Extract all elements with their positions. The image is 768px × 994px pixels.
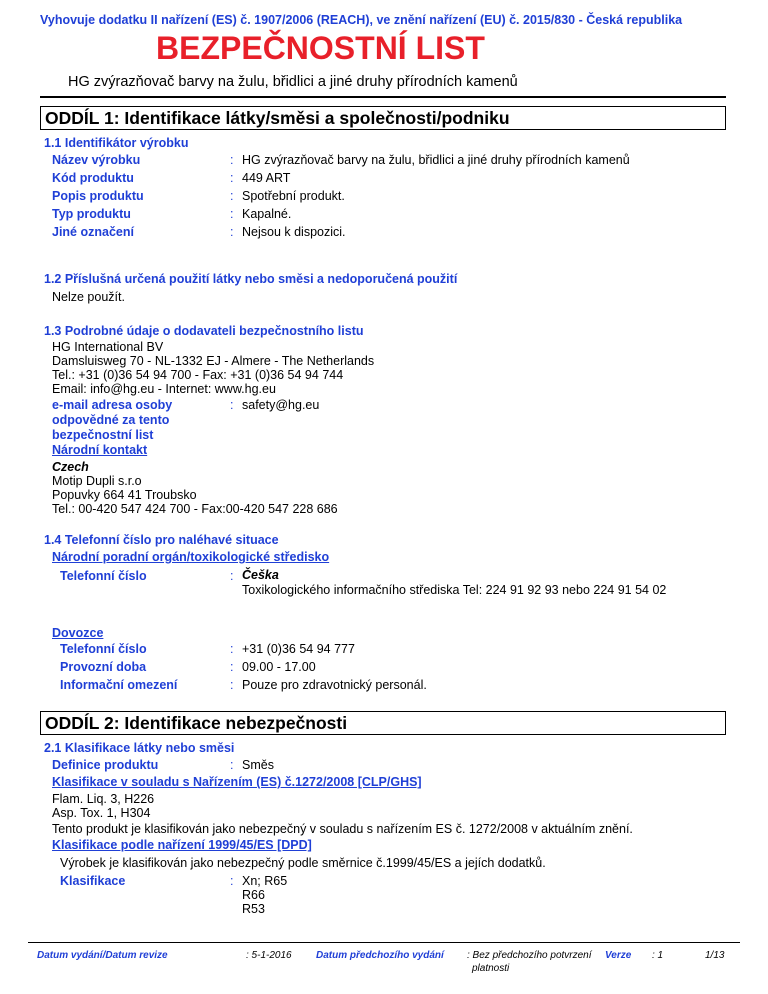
supplier-line: Email: info@hg.eu - Internet: www.hg.eu <box>52 382 276 396</box>
classification-label: Klasifikace <box>60 874 126 888</box>
contact-line: Tel.: 00-420 547 424 700 - Fax:00-420 547 228 686 <box>52 502 338 516</box>
footer-divider <box>28 942 740 943</box>
row-value: +31 (0)36 54 94 777 <box>242 642 355 656</box>
row-label: Název výrobku <box>52 153 141 167</box>
emergency-phone-value: Toxikologického informačního střediska Tel: 224 91 92 93 nebo 224 91 54 02 <box>242 583 667 597</box>
clp-note: Tento produkt je klasifikován jako nebezpečný v souladu s nařízením ES č. 1272/2008 v aktuálním znění. <box>52 822 633 836</box>
colon: : <box>230 569 234 583</box>
national-contact-heading: Národní kontakt <box>52 443 148 457</box>
contact-line: Popuvky 664 41 Troubsko <box>52 488 197 502</box>
colon: : <box>230 225 234 239</box>
label-line: e-mail adresa osoby <box>52 398 173 412</box>
section-1-1-title: 1.1 Identifikátor výrobku <box>44 136 189 150</box>
row-value: Spotřební produkt. <box>242 189 345 203</box>
product-title: HG zvýrazňovač barvy na žulu, břidlici a jiné druhy přírodních kamenů <box>68 74 518 90</box>
email-responsible-label <box>52 398 172 443</box>
section-1-4-title: 1.4 Telefonní číslo pro naléhavé situace <box>44 533 279 547</box>
regulation-line: Vyhovuje dodatku II nařízení (ES) č. 1907/2006 (REACH), ve znění nařízení (EU) č. 2015/830 - Česká republika <box>40 13 683 27</box>
row-value: Nejsou k dispozici. <box>242 225 346 239</box>
row-label: Typ produktu <box>52 207 131 221</box>
supplier-line: HG International BV <box>52 340 164 354</box>
contact-line: Motip Dupli s.r.o <box>52 474 142 488</box>
row-value: 09.00 - 17.00 <box>242 660 316 674</box>
toxicology-center-heading: Národní poradní orgán/toxikologické středisko <box>52 550 330 564</box>
row-label: Provozní doba <box>60 660 147 674</box>
emergency-phone-label: Telefonní číslo <box>60 569 147 583</box>
row-value: Pouze pro zdravotnický personál. <box>242 678 427 692</box>
clp-line: Flam. Liq. 3, H226 <box>52 792 155 806</box>
section-1-2-title: 1.2 Příslušná určená použití látky nebo směsi a nedoporučená použití <box>44 272 458 286</box>
classification-line: R66 <box>242 888 265 902</box>
definition-label: Definice produktu <box>52 758 159 772</box>
row-label: Informační omezení <box>60 678 178 692</box>
email-value: safety@hg.eu <box>242 398 320 412</box>
previous-issue-value: : Bez předchozího potvrzení <box>467 950 592 961</box>
dpd-classification-heading: Klasifikace podle nařízení 1999/45/ES [DPD] <box>52 838 312 852</box>
label-line: odpovědné za tento <box>52 413 170 427</box>
colon: : <box>230 758 234 772</box>
clp-line: Asp. Tox. 1, H304 <box>52 806 151 820</box>
section-2-1-title: 2.1 Klasifikace látky nebo směsi <box>44 741 235 755</box>
colon: : <box>230 678 234 692</box>
section-1-heading: ODDÍL 1: Identifikace látky/směsi a společnosti/podniku <box>40 106 726 130</box>
section-1-3-title: 1.3 Podrobné údaje o dodavateli bezpečnostního listu <box>44 324 364 338</box>
colon: : <box>230 171 234 185</box>
row-value: Kapalné. <box>242 207 292 221</box>
document-title: BEZPEČNOSTNÍ LIST <box>156 30 485 66</box>
row-value: HG zvýrazňovač barvy na žulu, břidlici a jiné druhy přírodních kamenů <box>242 153 630 167</box>
colon: : <box>230 153 234 167</box>
row-value: 449 ART <box>242 171 291 185</box>
issue-date-label: Datum vydání/Datum revize <box>37 950 168 961</box>
row-label: Popis produktu <box>52 189 144 203</box>
colon: : <box>230 874 234 888</box>
row-label: Jiné označení <box>52 225 134 239</box>
page-number: 1/13 <box>705 950 725 961</box>
country-name: Czech <box>52 460 89 474</box>
phone-country: Češka <box>242 568 279 582</box>
colon: : <box>230 660 234 674</box>
row-label: Telefonní číslo <box>60 642 147 656</box>
clp-classification-heading: Klasifikace v souladu s Nařízením (ES) č.1272/2008 [CLP/GHS] <box>52 775 422 789</box>
supplier-line: Damsluisweg 70 - NL-1332 EJ - Almere - The Netherlands <box>52 354 375 368</box>
colon: : <box>230 398 234 412</box>
version-value: : 1 <box>652 950 664 961</box>
header-divider <box>40 96 726 98</box>
previous-issue-value-cont: platnosti <box>472 963 510 974</box>
section-1-2-text: Nelze použít. <box>52 290 125 304</box>
colon: : <box>230 207 234 221</box>
dpd-note: Výrobek je klasifikován jako nebezpečný podle směrnice č.1999/45/ES a jejích dodatků. <box>60 856 546 870</box>
row-label: Kód produktu <box>52 171 134 185</box>
supplier-line: Tel.: +31 (0)36 54 94 700 - Fax: +31 (0)36 54 94 744 <box>52 368 344 382</box>
importer-heading: Dovozce <box>52 626 104 640</box>
colon: : <box>230 642 234 656</box>
definition-value: Směs <box>242 758 274 772</box>
colon: : <box>230 189 234 203</box>
classification-line: R53 <box>242 902 265 916</box>
version-label: Verze <box>605 950 632 961</box>
label-line: bezpečnostní list <box>52 428 154 442</box>
previous-issue-label: Datum předchozího vydání <box>316 950 444 961</box>
issue-date-value: : 5-1-2016 <box>246 950 292 961</box>
section-2-heading: ODDÍL 2: Identifikace nebezpečnosti <box>40 711 726 735</box>
classification-line: Xn; R65 <box>242 874 288 888</box>
